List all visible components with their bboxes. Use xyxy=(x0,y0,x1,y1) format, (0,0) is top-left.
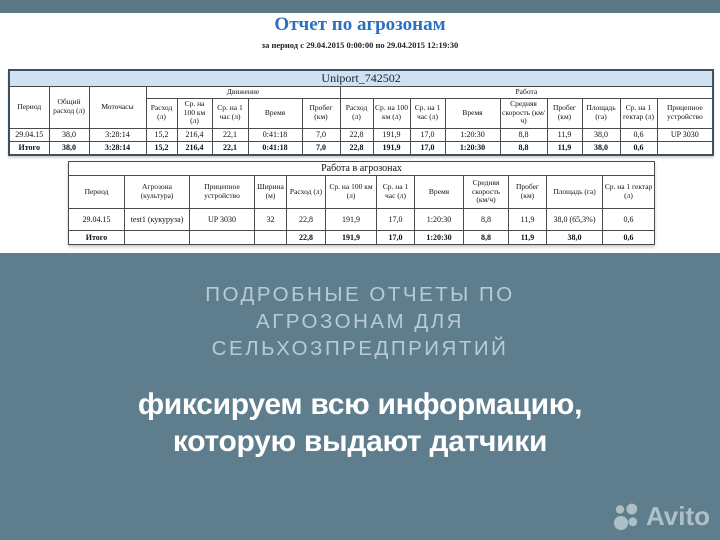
column-header: Агрозона (культура) xyxy=(125,176,190,209)
table-cell: 0,6 xyxy=(620,141,657,155)
table-cell: 15,2 xyxy=(146,141,177,155)
avito-watermark xyxy=(612,501,710,532)
column-header: Период xyxy=(9,86,49,128)
column-header: Расход (л) xyxy=(146,98,177,128)
table-cell: 22,1 xyxy=(212,141,248,155)
table-cell: 1:20:30 xyxy=(445,141,500,155)
table-row xyxy=(69,231,655,245)
column-header: Прицепное устройство xyxy=(190,176,255,209)
column-header: Расход (л) xyxy=(287,176,326,209)
table-cell: 1:20:30 xyxy=(415,209,464,231)
table-cell: 11,9 xyxy=(509,209,547,231)
table-title: Работа в агрозонах xyxy=(69,162,655,176)
table-cell: 11,9 xyxy=(547,128,582,141)
table-row xyxy=(69,176,655,209)
avito-wordmark: Avito xyxy=(645,501,710,531)
promo-banner xyxy=(0,253,720,540)
table-cell: 191,9 xyxy=(373,141,410,155)
table-cell xyxy=(190,231,255,245)
column-header: Ср. на 1 гектар (л) xyxy=(620,98,657,128)
table-row xyxy=(69,209,655,231)
group-header: Движение xyxy=(146,86,340,98)
column-header: Ср. на 100 км (л) xyxy=(326,176,377,209)
table-cell: 11,9 xyxy=(547,141,582,155)
table-cell: 29.04.15 xyxy=(69,209,125,231)
table-cell: Итого xyxy=(9,141,49,155)
table-cell: 1:20:30 xyxy=(415,231,464,245)
column-header: Пробег (км) xyxy=(302,98,340,128)
table-cell: 22,8 xyxy=(340,128,373,141)
column-header: Средняя скорость (км/ч) xyxy=(464,176,509,209)
table-cell: 11,9 xyxy=(509,231,547,245)
table-cell: 38,0 xyxy=(582,141,620,155)
table-cell: 38,0 xyxy=(547,231,603,245)
table-cell: 22,8 xyxy=(287,209,326,231)
tagline-line: которую выдают датчики xyxy=(172,425,548,458)
table-cell: 0,6 xyxy=(603,209,655,231)
headline-line: АГРОЗОНАМ ДЛЯ xyxy=(256,310,464,333)
table-cell: 0:41:18 xyxy=(248,128,302,141)
headline-line: ПОДРОБНЫЕ ОТЧЕТЫ ПО xyxy=(205,283,515,306)
banner-tagline xyxy=(0,386,720,460)
column-header: Пробег (км) xyxy=(509,176,547,209)
column-header: Ср. на 100 км (л) xyxy=(177,98,212,128)
table-cell: 191,9 xyxy=(326,209,377,231)
column-header: Ширина (м) xyxy=(255,176,287,209)
table-cell: test1 (кукуруза) xyxy=(125,209,190,231)
table-cell: UP 3030 xyxy=(190,209,255,231)
table-cell: 7,0 xyxy=(302,128,340,141)
table-cell: 22,8 xyxy=(340,141,373,155)
table-cell: 15,2 xyxy=(146,128,177,141)
tagline-line: фиксируем всю информацию, xyxy=(137,388,583,421)
table-cell: Итого xyxy=(69,231,125,245)
report-title: Отчет по агрозонам xyxy=(274,14,446,35)
headline-line: СЕЛЬХОЗПРЕДПРИЯТИЙ xyxy=(211,337,509,360)
table-cell: 17,0 xyxy=(410,141,445,155)
table-cell: 38,0 xyxy=(49,141,89,155)
table-cell: 216,4 xyxy=(177,141,212,155)
table-row xyxy=(9,141,713,155)
column-header: Прицепное устройство xyxy=(657,98,713,128)
uniport-table xyxy=(8,69,714,156)
table-cell: 8,8 xyxy=(500,141,547,155)
table-row xyxy=(69,162,655,176)
table-cell: 38,0 (65,3%) xyxy=(547,209,603,231)
banner-headline xyxy=(0,281,720,362)
column-header: Ср. на 1 час (л) xyxy=(212,98,248,128)
table-cell xyxy=(255,231,287,245)
table-cell: 191,9 xyxy=(326,231,377,245)
group-header: Работа xyxy=(340,86,713,98)
column-header: Ср. на 1 час (л) xyxy=(377,176,415,209)
table-cell: 0,6 xyxy=(603,231,655,245)
column-header: Средняя скорость (км/ч) xyxy=(500,98,547,128)
table-row xyxy=(9,70,713,86)
table-title: Uniport_742502 xyxy=(9,70,713,86)
table-cell: 29.04.15 xyxy=(9,128,49,141)
column-header: Общий расход (л) xyxy=(49,86,89,128)
table-cell: 8,8 xyxy=(464,209,509,231)
column-header: Ср. на 1 час (л) xyxy=(410,98,445,128)
table-cell: 0,6 xyxy=(620,128,657,141)
table-cell: 3:28:14 xyxy=(89,141,146,155)
column-header: Время xyxy=(445,98,500,128)
column-header: Площадь (га) xyxy=(547,176,603,209)
table-cell: 32 xyxy=(255,209,287,231)
report-subtitle: за период с 29.04.2015 0:00:00 по 29.04.2015 12:19:30 xyxy=(261,40,459,50)
column-header: Расход (л) xyxy=(340,98,373,128)
table-cell: UP 3030 xyxy=(657,128,713,141)
table-cell: 22,8 xyxy=(287,231,326,245)
table-cell: 38,0 xyxy=(49,128,89,141)
table-row xyxy=(9,86,713,98)
table-cell: 17,0 xyxy=(377,209,415,231)
table-cell: 0:41:18 xyxy=(248,141,302,155)
table-cell: 8,8 xyxy=(464,231,509,245)
table-cell: 38,0 xyxy=(582,128,620,141)
column-header: Площадь (га) xyxy=(582,98,620,128)
column-header: Время xyxy=(248,98,302,128)
table-cell: 191,9 xyxy=(373,128,410,141)
table-cell: 1:20:30 xyxy=(445,128,500,141)
table-cell: 3:28:14 xyxy=(89,128,146,141)
column-header: Пробег (км) xyxy=(547,98,582,128)
avito-logo-icon xyxy=(612,502,642,532)
column-header: Ср. на 1 гектар (л) xyxy=(603,176,655,209)
table-cell: 7,0 xyxy=(302,141,340,155)
column-header: Ср. на 100 км (л) xyxy=(373,98,410,128)
table-cell: 22,1 xyxy=(212,128,248,141)
agrozone-table xyxy=(68,161,655,245)
table-cell xyxy=(657,141,713,155)
table-cell: 8,8 xyxy=(500,128,547,141)
table-row xyxy=(9,128,713,141)
table-cell: 216,4 xyxy=(177,128,212,141)
table-cell: 17,0 xyxy=(377,231,415,245)
column-header: Моточасы xyxy=(89,86,146,128)
report-page xyxy=(0,13,720,253)
table-cell xyxy=(125,231,190,245)
table-cell: 17,0 xyxy=(410,128,445,141)
column-header: Период xyxy=(69,176,125,209)
top-bar xyxy=(0,0,720,13)
column-header: Время xyxy=(415,176,464,209)
